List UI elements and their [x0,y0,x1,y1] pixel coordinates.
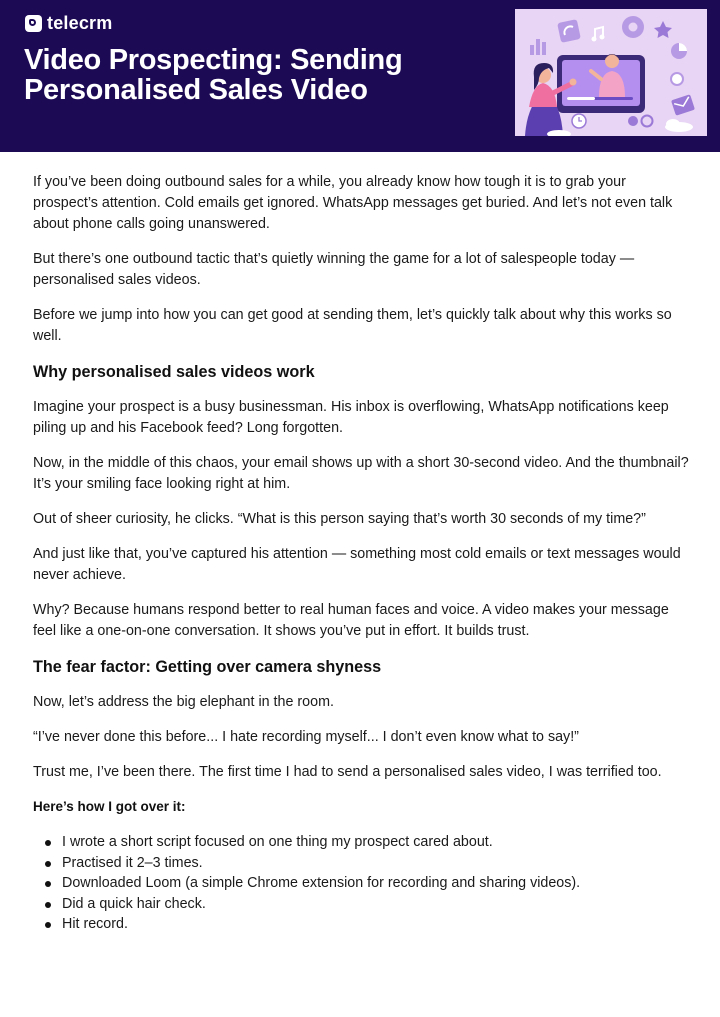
section-paragraph: “I’ve never done this before... I hate recording myself... I don’t even know what to say!” [33,729,579,745]
list-item: Did a quick hair check. [62,894,693,915]
list-item: Practised it 2–3 times. [62,853,693,874]
list-item: Hit record. [62,914,693,935]
list-item: Downloaded Loom (a simple Chrome extension for recording and sharing videos). [62,873,693,894]
section-paragraph: Trust me, I’ve been there. The first time I had to send a personalised sales video, I was terrified too. [33,764,662,780]
page-title: Video Prospecting: Sending Personalised Sales Video [24,44,403,106]
section-paragraph: Imagine your prospect is a busy businessman. His inbox is overflowing, WhatsApp notifications keep piling up and his Facebook feed? Long forgotten. [33,399,669,436]
steps-list [33,832,693,935]
brand-logo[interactable] [25,13,112,34]
intro-paragraph: But there’s one outbound tactic that’s quietly winning the game for a lot of salespeople today — personalised sales videos. [33,251,635,288]
list-item: I wrote a short script focused on one thing my prospect cared about. [62,832,693,853]
telecrm-logo-icon [25,15,42,32]
section-paragraph: Why? Because humans respond better to real human faces and voice. A video makes your message feel like a one-on-one conversation. It shows you’ve put in effort. It builds trust. [33,602,669,639]
video-call-illustration [515,9,707,136]
intro-paragraph: If you’ve been doing outbound sales for a while, you already know how tough it is to grab your prospect’s attention. Cold emails get ignored. WhatsApp messages get buried. And let’s not even talk about phone calls going unanswered. [33,174,673,232]
section-paragraph: Now, in the middle of this chaos, your email shows up with a short 30-second video. And the thumbnail? It’s your smiling face looking right at him. [33,455,689,492]
brand-name: telecrm [47,13,113,33]
intro-paragraph: Before we jump into how you can get good at sending them, let’s quickly talk about why this works so well. [33,307,672,344]
section-paragraph: And just like that, you’ve captured his attention — something most cold emails or text messages would never achieve. [33,546,681,583]
header-banner [0,0,720,152]
section-heading-fear: The fear factor: Getting over camera shyness [33,658,382,676]
article-body [33,172,693,935]
section-heading-why: Why personalised sales videos work [33,363,315,381]
steps-subheading: Here’s how I got over it: [33,799,186,814]
section-paragraph: Out of sheer curiosity, he clicks. “What is this person saying that’s worth 30 seconds of my time?” [33,511,646,527]
section-paragraph: Now, let’s address the big elephant in the room. [33,694,334,710]
